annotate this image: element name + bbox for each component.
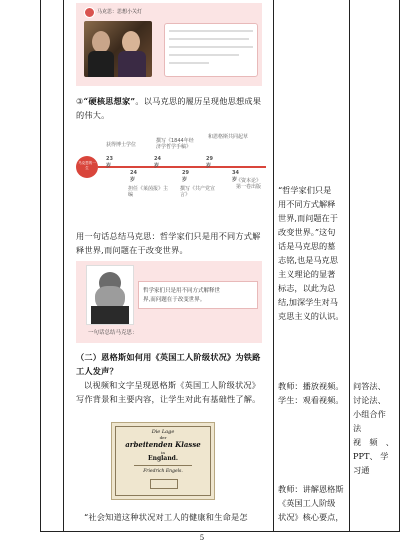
teacher-explain: 教师：讲解恩格斯 《英国工人阶级 状况》核心要点， [278,484,344,522]
design-intent-quote: “哲学家们只是 用不同方式解释 世界,而问题在于 改变世界。”这句 话是马克思的墓 志铭,也是马克思 主义理论的显著 标志，以此为总 结,加深学生对马 克思主义的认识。 [278,185,344,321]
marx-intro-card [76,3,262,86]
portrait-label: 一句话总结马克思： [88,330,138,336]
page-number: 5 [199,534,205,542]
marx-portrait-card [76,261,262,343]
card-text-box [164,23,258,77]
table-col2-border [273,0,274,532]
marx-portrait [86,265,134,325]
circled-number: ③ [76,96,84,106]
engels-body-line1: 以视频和文字呈现恩格斯《英国工人阶级状况》 [84,380,261,390]
teaching-methods: 问答法、 讨论法、 小组合作 法 视 频 、 PPT、 学 习通 [353,381,394,475]
marx-timeline: 马克思的一生 23岁 获得博士学位 24岁 担任《莱茵报》主编 24岁 撰写《1844年经济学哲学手稿》 29岁 撰写《共产党宣言》 29岁 和恩格斯共同起草 34岁 《资本论》第一卷出版 [76,136,268,208]
table-inner-border [63,0,64,532]
card-title: 马克思：思想小关灯 [97,9,143,15]
summary-line: 用一句话总结马克思：哲学家们只是用不同方式解释世界,而问题在于改变世界。 [76,231,261,255]
engels-book-cover: Die Lage der arbeitenden Klasse in England. Friedrich Engels. [111,422,215,500]
teacher-student-activity: 教师：播放视频。 学生：观看视频。 [278,381,344,405]
section3-heading: “硬核思想家” [83,96,136,106]
table-left-border [40,0,41,532]
engels-heading-line1: （二）恩格斯如何用《英国工人阶级状况》为铁路 [76,352,261,362]
timeline-line [98,166,266,168]
section3-body: 。以马克思的履历呈现他思想成果的伟大。 [76,96,262,120]
table-right-border [399,0,400,532]
marx-couple-photo [84,21,152,77]
card-logo-icon [84,7,95,18]
section3-paragraph [76,94,266,122]
portrait-quote-box: 哲学家们只是用不同方式解释世 界,而问题在于改变世界。 [138,281,258,309]
bottom-quote: “社会知道这种状况对工人的健康和生命是怎 [84,512,248,522]
table-col3-border [349,0,350,532]
engels-section [76,350,270,406]
table-bottom-border [40,531,400,532]
engels-heading-line2: 工人发声？ [76,366,118,376]
engels-body-line2: 写作背景和主要内容，让学生对此有基础性了解。 [76,394,261,404]
timeline-start-badge: 马克思的一生 [76,156,98,178]
